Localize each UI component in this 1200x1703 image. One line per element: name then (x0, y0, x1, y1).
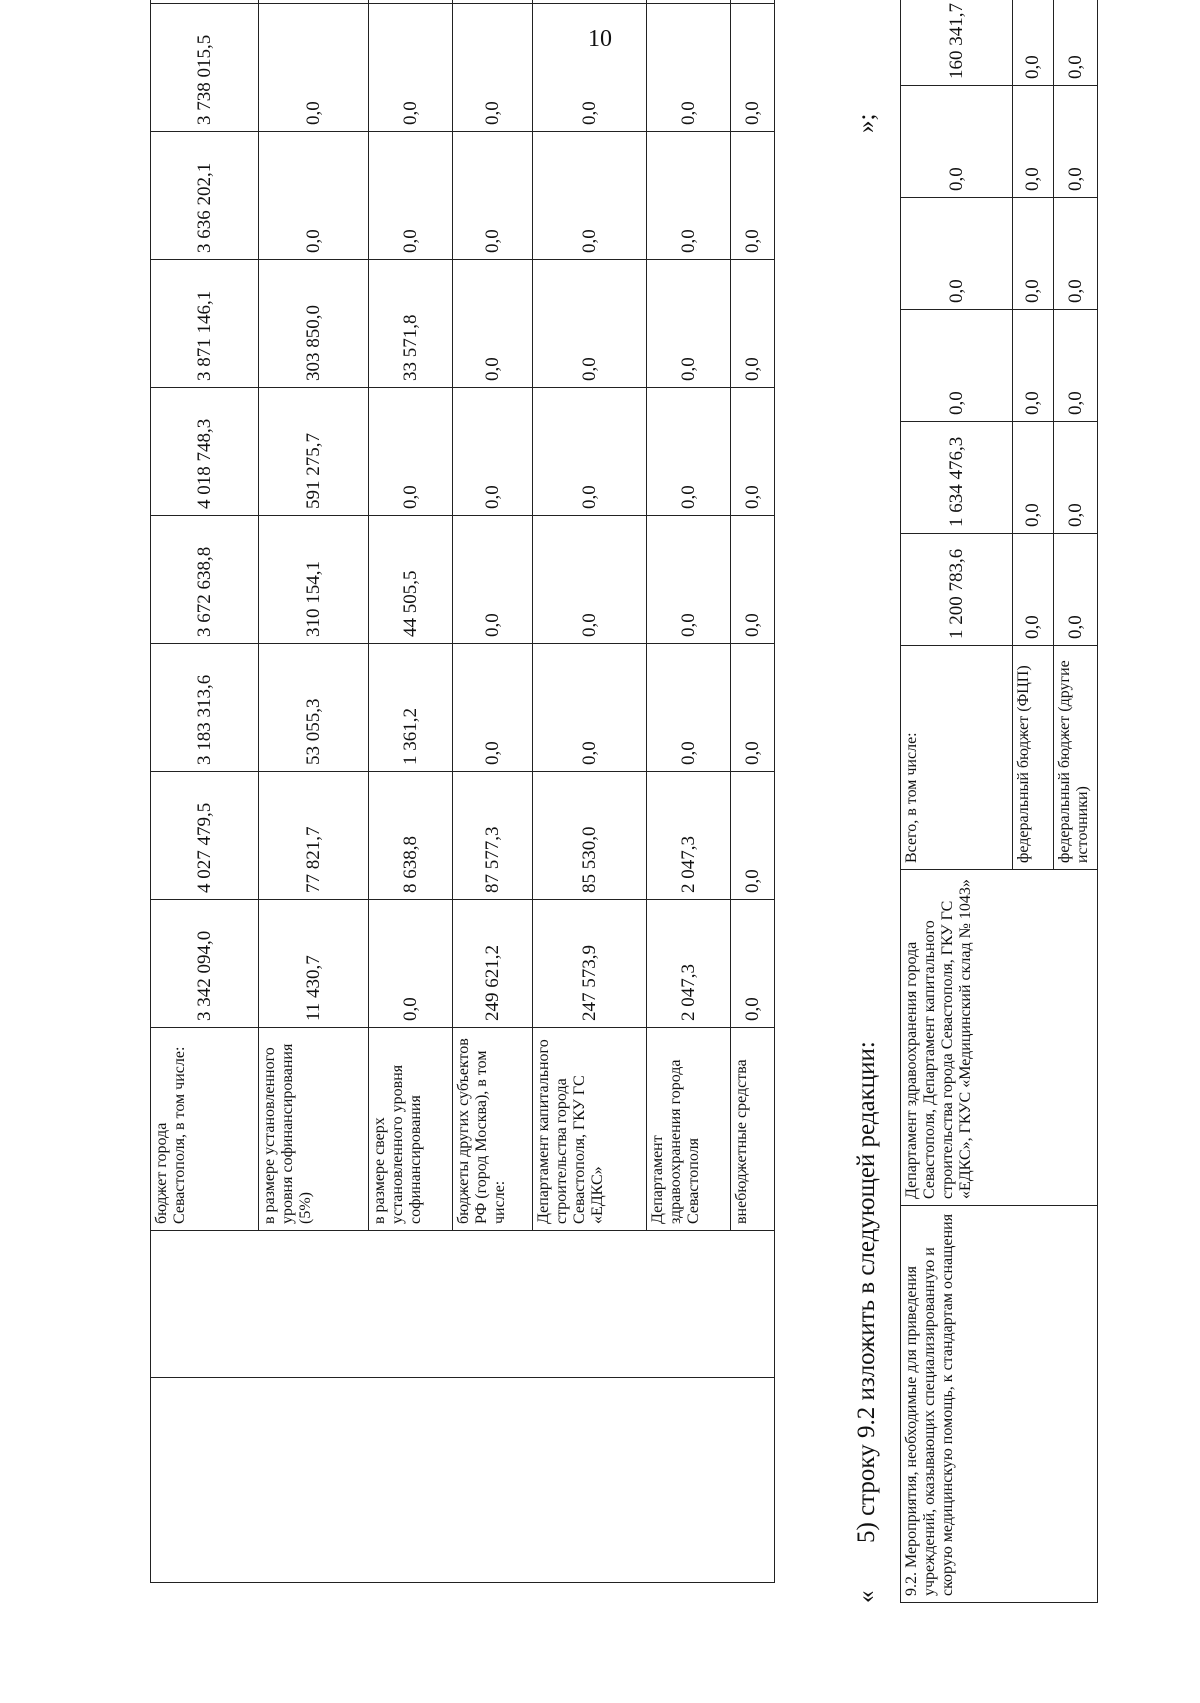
amount-cell: 591 275,7 (259, 388, 369, 516)
amount-cell: 1 634 476,3 (901, 422, 1013, 534)
amount-cell: 0,0 (533, 260, 647, 388)
amount-cell: 8 638,8 (369, 772, 453, 900)
amount-cell: 0,0 (731, 772, 775, 900)
amount-cell: 0,0 (259, 132, 369, 260)
executor-cell (151, 1231, 775, 1378)
amount-cell: 0,0 (369, 388, 453, 516)
amount-cell: 0,0 (647, 388, 731, 516)
amount-cell: 1 200 783,6 (901, 534, 1013, 646)
source-label: Департамент капитального строительства города Севастополя, ГКУ ГС «ЕДКС» (533, 1028, 647, 1231)
amount-cell: 0,0 (1013, 86, 1054, 198)
amount-cell: 0,0 (1013, 198, 1054, 310)
amount-cell: 0,0 (731, 4, 775, 132)
source-label: в размере сверх установленного уровня софинансирования (369, 1028, 453, 1231)
amount-cell: 0,0 (1054, 310, 1098, 422)
source-label: Департамент здравоохранения города Севастополя (647, 1028, 731, 1231)
source-label: внебюджетные средства (731, 1028, 775, 1231)
amount-cell: 3 183 313,6 (151, 644, 259, 772)
amount-cell: 0,0 (647, 644, 731, 772)
amount-cell (533, 0, 647, 4)
amount-cell: 3 738 015,5 (151, 4, 259, 132)
page-number: 10 (588, 26, 612, 52)
amount-cell: 3 636 202,1 (151, 132, 259, 260)
amount-cell: 0,0 (533, 4, 647, 132)
amount-cell: 0,0 (647, 4, 731, 132)
amount-cell: 53 055,3 (259, 644, 369, 772)
amount-cell: 3 871 146,1 (151, 260, 259, 388)
amount-cell: 3 672 638,8 (151, 516, 259, 644)
amount-cell: 160 341,7 (901, 0, 1013, 86)
source-label: бюджет города Севастополя, в том числе: (151, 1028, 259, 1231)
amendment-caption (836, 88, 898, 1603)
amount-cell: 0,0 (731, 132, 775, 260)
amount-cell: 0,0 (731, 644, 775, 772)
open-quote: « (853, 1590, 880, 1603)
amount-cell: 0,0 (1054, 86, 1098, 198)
measure-table (900, 0, 1098, 1603)
amount-cell: 4 027 479,5 (151, 772, 259, 900)
amount-cell: 87 577,3 (453, 772, 533, 900)
amount-cell: 0,0 (1013, 422, 1054, 534)
amount-cell: 0,0 (453, 516, 533, 644)
amount-cell (453, 0, 533, 4)
amount-cell: 0,0 (453, 132, 533, 260)
budget-table (150, 0, 775, 1583)
amount-cell: 0,0 (901, 198, 1013, 310)
amount-cell: 0,0 (453, 260, 533, 388)
amount-cell: 77 821,7 (259, 772, 369, 900)
amount-cell (259, 0, 369, 4)
amount-cell: 0,0 (901, 310, 1013, 422)
amount-cell: 0,0 (1054, 422, 1098, 534)
amount-cell: 0,0 (453, 388, 533, 516)
amount-cell: 0,0 (1013, 310, 1054, 422)
amount-cell: 0,0 (647, 516, 731, 644)
source-label: федеральный бюджет (другие источники) (1054, 646, 1098, 870)
amount-cell: 0,0 (533, 644, 647, 772)
caption-text: 5) строку 9.2 изложить в следующей редакции: (853, 1041, 880, 1543)
amount-cell: 0,0 (731, 900, 775, 1028)
executor-cell: Департамент здравоохранения города Севастополя, Департамент капитального строительства города Севастополя, ГКУ ГС «ЕДКС», ГКУС «Медицинский склад № 1043» (901, 870, 1098, 1206)
amount-cell: 0,0 (647, 260, 731, 388)
table-row (901, 0, 1013, 1603)
amount-cell: 0,0 (731, 516, 775, 644)
amount-cell: 0,0 (731, 260, 775, 388)
closing-quote: »; (853, 113, 880, 133)
source-label: в размере установленного уровня софинансирования (5%) (259, 1028, 369, 1231)
amount-cell: 247 573,9 (533, 900, 647, 1028)
amount-cell: 1 361,2 (369, 644, 453, 772)
amount-cell: 0,0 (533, 388, 647, 516)
amount-cell: 0,0 (1013, 534, 1054, 646)
amount-cell: 0,0 (259, 4, 369, 132)
amount-cell: 0,0 (369, 900, 453, 1028)
amount-cell (369, 0, 453, 4)
amount-cell: 0,0 (1054, 198, 1098, 310)
amount-cell: 3 342 094,0 (151, 900, 259, 1028)
amount-cell: 11 430,7 (259, 900, 369, 1028)
amount-cell: 310 154,1 (259, 516, 369, 644)
amount-cell: 85 530,0 (533, 772, 647, 900)
measure-cell (151, 1378, 775, 1583)
source-label: федеральный бюджет (ФЦП) (1013, 646, 1054, 870)
amount-cell (647, 0, 731, 4)
amount-cell: 0,0 (1054, 0, 1098, 86)
amount-cell (731, 0, 775, 4)
amount-cell: 4 018 748,3 (151, 388, 259, 516)
amount-cell: 0,0 (533, 132, 647, 260)
amount-cell: 0,0 (369, 132, 453, 260)
amount-cell: 0,0 (647, 132, 731, 260)
amount-cell: 0,0 (901, 86, 1013, 198)
amount-cell: 33 571,8 (369, 260, 453, 388)
amount-cell: 2 047,3 (647, 900, 731, 1028)
amount-cell: 0,0 (369, 4, 453, 132)
amount-cell: 0,0 (453, 644, 533, 772)
amount-cell: 303 850,0 (259, 260, 369, 388)
source-label: бюджеты других субъектов РФ (город Москва), в том числе: (453, 1028, 533, 1231)
amount-cell: 44 505,5 (369, 516, 453, 644)
amount-cell: 0,0 (731, 388, 775, 516)
amount-cell: 0,0 (1013, 0, 1054, 86)
amount-cell: 0,0 (453, 4, 533, 132)
amount-cell: 0,0 (533, 516, 647, 644)
source-label: Всего, в том числе: (901, 646, 1013, 870)
amount-cell (151, 0, 259, 4)
table-row (151, 0, 259, 1583)
amount-cell: 249 621,2 (453, 900, 533, 1028)
amount-cell: 0,0 (1054, 534, 1098, 646)
measure-cell: 9.2. Мероприятия, необходимые для приведения учреждений, оказывающих специализированную и скорую медицинскую помощь, к стандартам оснащения (901, 1206, 1098, 1603)
amount-cell: 2 047,3 (647, 772, 731, 900)
